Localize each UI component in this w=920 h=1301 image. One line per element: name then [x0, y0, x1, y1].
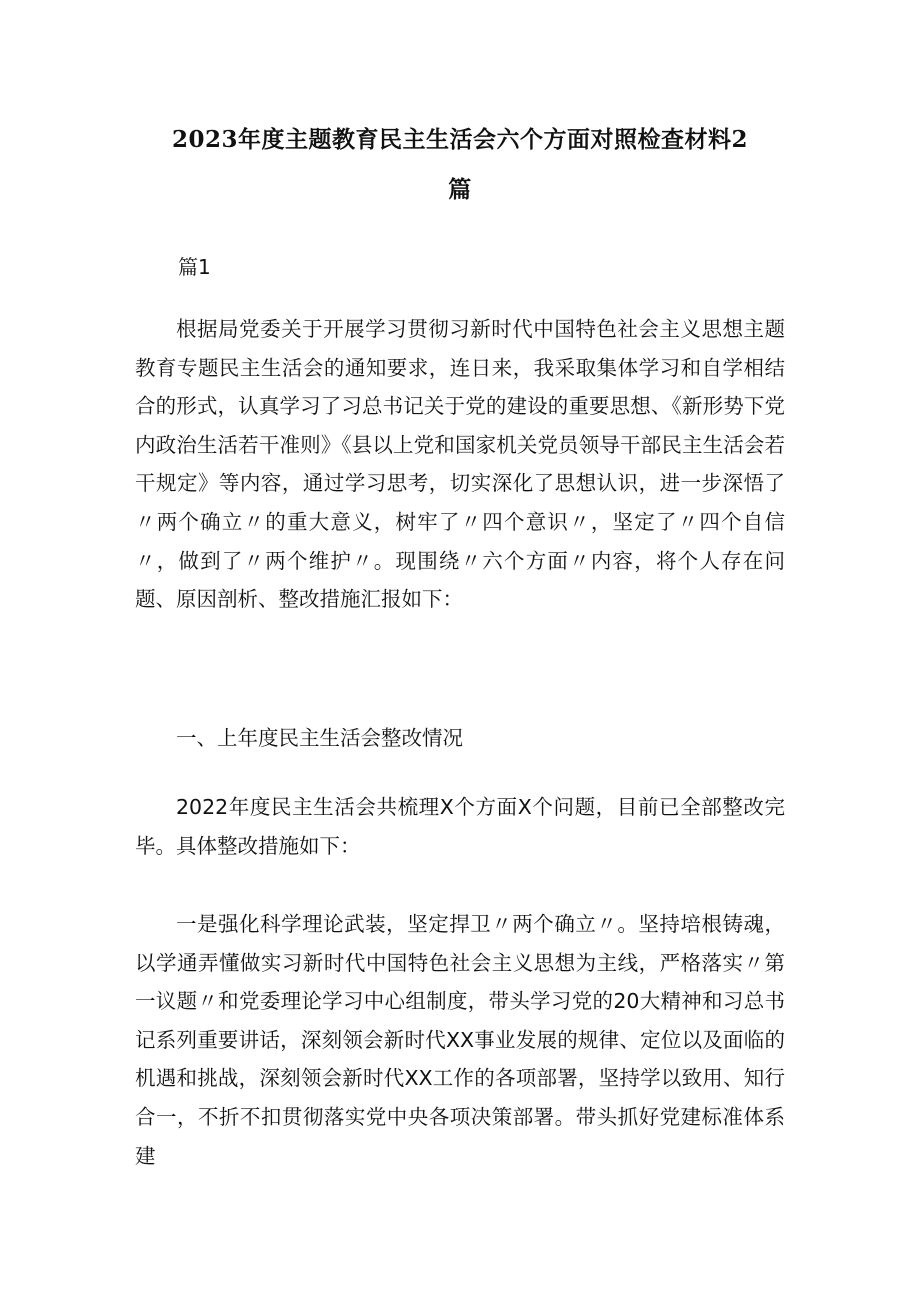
- document-title: [150, 118, 770, 212]
- title-line-1: 2023年度主题教育民主生活会六个方面对照检查材料2: [171, 126, 749, 153]
- section-label: 篇1: [178, 255, 211, 279]
- paragraph-summary: 2022年度民主生活会共梳理X个方面X个问题，目前已全部整改完毕。具体整改措施如下：: [135, 795, 785, 858]
- title-line-2: 篇: [448, 176, 472, 203]
- paragraph-measure-1: 一是强化科学理论武装，坚定捍卫〃两个确立〃。坚持培根铸魂，以学通弄懂做实习新时代中国特色社会主义思想为主线，严格落实〃第一议题〃和党委理论学习中心组制度，带头学习党的20大精神和习总书记系列重要讲话，深刻领会新时代XX事业发展的规律、定位以及面临的机遇和挑战，深刻领会新时代XX工作的各项部署，坚持学以致用、知行合一，不折不扣贯彻落实党中央各项决策部署。带头抓好党建标准体系建: [135, 912, 785, 1168]
- paragraph-intro: 根据局党委关于开展学习贯彻习新时代中国特色社会主义思想主题教育专题民主生活会的通知要求，连日来，我采取集体学习和自学相结合的形式，认真学习了习总书记关于党的建设的重要思想、《新形势下党内政治生活若干准则》《县以上党和国家机关党员领导干部民主生活会若干规定》等内容，通过学习思考，切实深化了思想认识，进一步深悟了〃两个确立〃的重大意义，树牢了〃四个意识〃，坚定了〃四个自信〃，做到了〃两个维护〃。现围绕〃六个方面〃内容，将个人存在问题、原因剖析、整改措施汇报如下：: [135, 317, 785, 612]
- section-heading: 一、上年度民主生活会整改情况: [176, 726, 463, 750]
